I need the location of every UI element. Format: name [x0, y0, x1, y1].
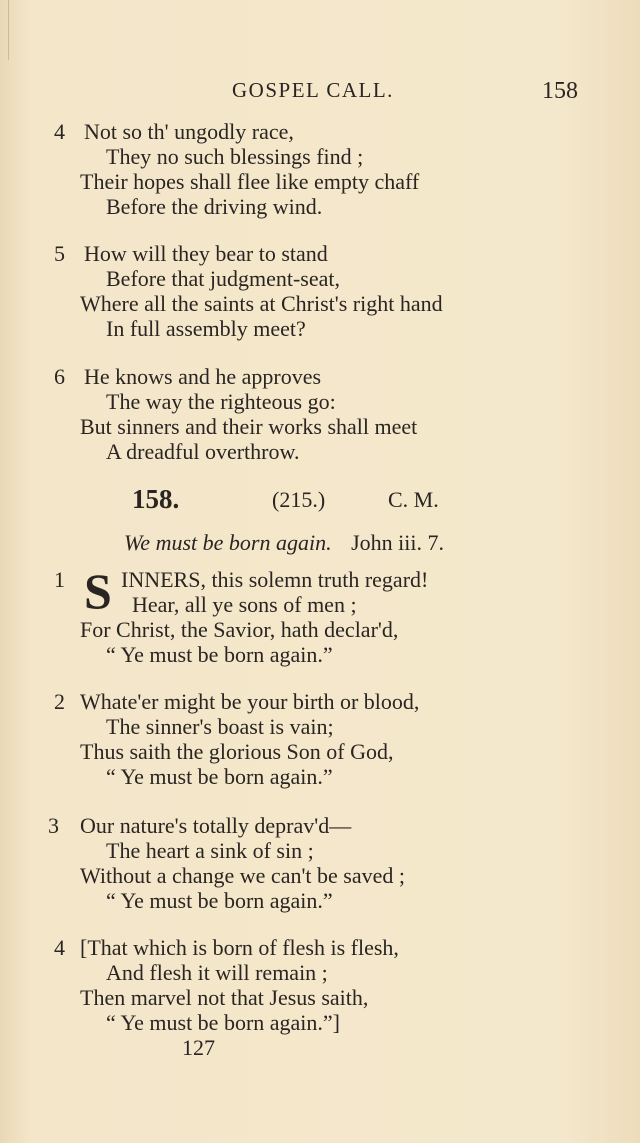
stanza-line: And flesh it will remain ; [106, 960, 328, 985]
stanza-line: Their hopes shall flee like empty chaff [80, 169, 420, 194]
hymn-number: 158. [132, 484, 180, 514]
stanza-line: Before the driving wind. [106, 194, 323, 219]
hymn-scripture: John iii. 7. [351, 530, 444, 555]
stanza-line: Whate'er might be your birth or blood, [80, 689, 420, 714]
stanza-line: The sinner's boast is vain; [106, 714, 334, 739]
page-number: 158 [542, 78, 578, 104]
drop-cap: S [84, 563, 112, 619]
stanza-line: Our nature's totally deprav'd— [80, 813, 352, 838]
hymn-theme: We must be born again. [124, 530, 332, 555]
stanza-line: Then marvel not that Jesus saith, [80, 985, 369, 1010]
stanza-line: They no such blessings find ; [106, 144, 364, 169]
stanza-line: Not so th' ungodly race, [84, 119, 294, 144]
stanza-line: “ Ye must be born again.” [106, 888, 333, 913]
stanza-line: Before that judgment-seat, [106, 266, 340, 291]
stanza-number: 5 [54, 241, 65, 266]
stanza-line: In full assembly meet? [106, 316, 306, 341]
stanza-line: He knows and he approves [84, 364, 322, 389]
hymn-subtitle [124, 530, 444, 556]
page-edge-line [8, 0, 9, 60]
stanza-line: Without a change we can't be saved ; [80, 863, 406, 888]
stanza-line: The heart a sink of sin ; [106, 838, 314, 863]
signature-number: 127 [182, 1035, 215, 1060]
hymn-header [0, 484, 640, 518]
stanza-number: 4 [54, 935, 65, 960]
stanza-line: Where all the saints at Christ's right hand [80, 291, 443, 316]
stanza-line: “ Ye must be born again.”] [106, 1010, 341, 1035]
stanza-number: 4 [54, 119, 65, 144]
stanza-line: [That which is born of flesh is flesh, [80, 935, 399, 960]
running-title: GOSPEL CALL. [232, 78, 394, 102]
stanza-line: But sinners and their works shall meet [80, 414, 418, 439]
stanza-line: INNERS, this solemn truth regard! [121, 567, 429, 592]
stanza-line: “ Ye must be born again.” [106, 642, 333, 667]
stanza-line: A dreadful overthrow. [106, 439, 300, 464]
stanza-number: 1 [54, 567, 65, 592]
running-head [0, 76, 640, 106]
stanza-number: 6 [54, 364, 65, 389]
stanza-line: For Christ, the Savior, hath declar'd, [80, 617, 399, 642]
hymn-reference: (215.) [272, 487, 326, 512]
stanza-line: “ Ye must be born again.” [106, 764, 333, 789]
stanza-line: Hear, all ye sons of men ; [132, 592, 357, 617]
stanza-line: Thus saith the glorious Son of God, [80, 739, 394, 764]
hymn-meter: C. M. [388, 487, 439, 512]
stanza-line: The way the righteous go: [106, 389, 336, 414]
stanza-number: 2 [54, 689, 65, 714]
stanza-line: How will they bear to stand [84, 241, 328, 266]
stanza-number: 3 [48, 813, 59, 838]
